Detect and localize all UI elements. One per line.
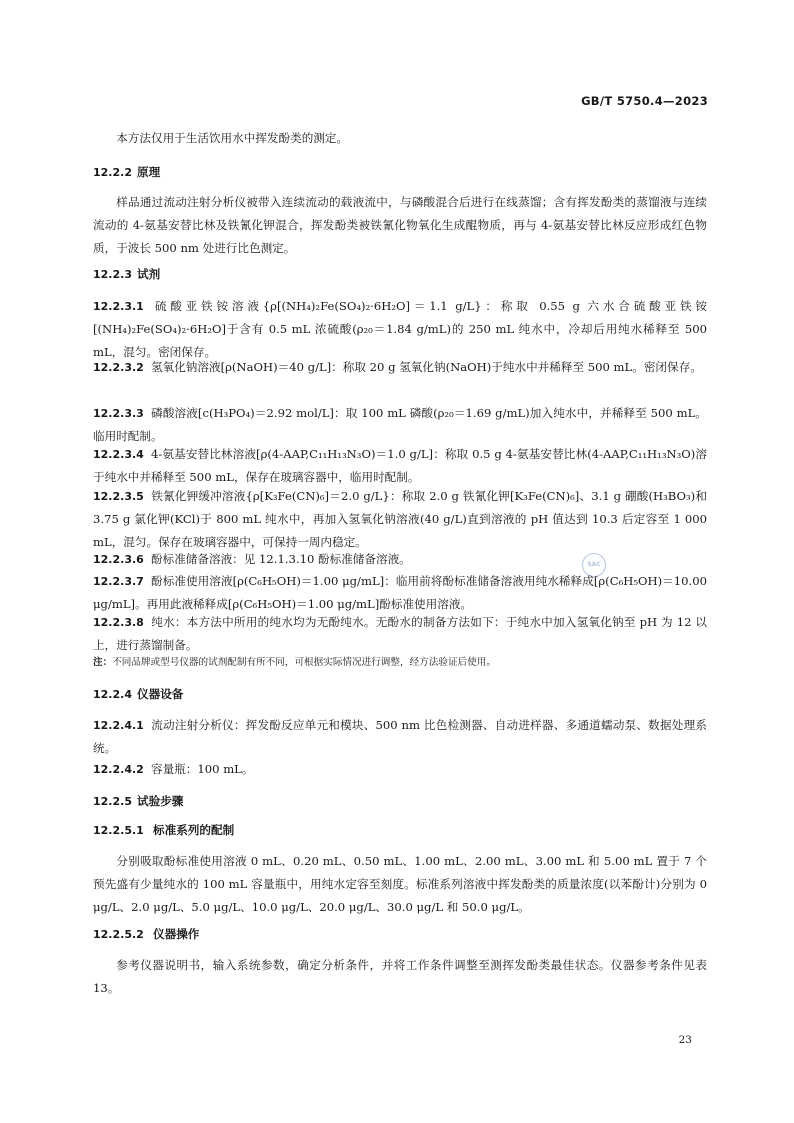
clause-number: 12.2.3.5	[93, 490, 144, 503]
section-number: 12.2.5	[93, 795, 132, 808]
watermark-stamp-icon: SAC	[582, 553, 606, 577]
reagent-item	[93, 570, 707, 616]
clause-number: 12.2.3.4	[93, 448, 144, 461]
reagent-item	[93, 356, 707, 379]
clause-number: 12.2.3.1	[93, 300, 144, 313]
section-title: 仪器设备	[137, 687, 184, 701]
clause-text: 纯水：本方法中所用的纯水均为无酚纯水。无酚水的制备方法如下：于纯水中加入氢氧化钠至 pH 为 12 以上，进行蒸馏制备。	[93, 615, 707, 652]
reagent-item	[93, 295, 707, 364]
note-text: 不同品牌或型号仪器的试剂配制有所不同，可根据实际情况进行调整，经方法验证后使用。	[112, 657, 496, 668]
clause-number: 12.2.3.6	[93, 553, 144, 566]
clause-number: 12.2.3.3	[93, 407, 144, 420]
clause-number: 12.2.3.2	[93, 361, 144, 374]
clause-text: 流动注射分析仪：挥发酚反应单元和模块、500 nm 比色检测器、自动进样器、多通道蠕动泵、数据处理系统。	[93, 718, 707, 755]
reagent-item	[93, 548, 707, 571]
clause-number: 12.2.3.8	[93, 616, 144, 629]
page-number: 23	[678, 1034, 692, 1046]
note-label: 注：	[93, 657, 113, 668]
section-title: 试剂	[137, 267, 161, 281]
instrument-item	[93, 758, 707, 781]
section-heading-reagents	[93, 264, 160, 285]
subsection-heading-standard-series	[93, 820, 234, 841]
reagent-item	[93, 611, 707, 657]
section-title: 原理	[137, 165, 161, 179]
reagent-item	[93, 443, 707, 489]
reagent-item	[93, 485, 707, 554]
subsection-number: 12.2.5.2	[93, 928, 144, 941]
section-heading-procedure	[93, 791, 183, 812]
instrument-item	[93, 714, 707, 760]
clause-text: 硫酸亚铁铵溶液{ρ[(NH₄)₂Fe(SO₄)₂·6H₂O]＝1.1 g/L}：称取 0.55 g 六水合硫酸亚铁铵[(NH₄)₂Fe(SO₄)₂·6H₂O]于含有 0.5 mL 浓硫酸(ρ₂₀＝1.84 g/mL)的 250 mL 纯水中，冷却后用纯水稀释至 500 mL，混匀。密闭保存。	[93, 299, 707, 359]
standard-code-header: GB/T 5750.4—2023	[581, 94, 708, 108]
clause-text: 4-氨基安替比林溶液[ρ(4-AAP,C₁₁H₁₃N₃O)＝1.0 g/L]：称取 0.5 g 4-氨基安替比林(4-AAP,C₁₁H₁₃N₃O)溶于纯水中并稀释至 500 mL，保存在玻璃容器中，临用时配制。	[93, 447, 707, 484]
clause-text: 酚标准储备溶液：见 12.1.3.10 酚标准储备溶液。	[151, 552, 411, 566]
reagent-note	[93, 653, 707, 673]
section-heading-instruments	[93, 684, 183, 705]
section-number: 12.2.2	[93, 166, 132, 179]
standard-series-paragraph: 分别吸取酚标准使用溶液 0 mL、0.20 mL、0.50 mL、1.00 mL、2.00 mL、3.00 mL 和 5.00 mL 置于 7 个预先盛有少量纯水的 100 mL 容量瓶中，用纯水定容至刻度。标准系列溶液中挥发酚类的质量浓度(以苯酚计)分别为 0 μg/L、2.0 μg/L、5.0 μg/L、10.0 μg/L、20.0 μg/L、30.0 μg/L 和 50.0 μg/L。	[93, 854, 707, 914]
subsection-number: 12.2.5.1	[93, 824, 144, 837]
section-title: 试验步骤	[137, 794, 184, 808]
clause-number: 12.2.3.7	[93, 575, 144, 588]
clause-text: 酚标准使用溶液[ρ(C₆H₅OH)＝1.00 μg/mL]：临用前将酚标准储备溶液用纯水稀释成[ρ(C₆H₅OH)＝10.00 μg/mL]。再用此液稀释成[ρ(C₆H₅OH)＝1.00 μg/mL]酚标准使用溶液。	[93, 574, 707, 611]
principle-paragraph: 样品通过流动注射分析仪被带入连续流动的载液流中，与磷酸混合后进行在线蒸馏；含有挥发酚类的蒸馏液与连续流动的 4-氨基安替比林及铁氰化钾混合，挥发酚类被铁氰化物氧化生成醌物质，再与 4-氨基安替比林反应形成红色物质，于波长 500 nm 处进行比色测定。	[93, 195, 707, 255]
section-number: 12.2.3	[93, 268, 132, 281]
section-heading-principle	[93, 162, 160, 183]
subsection-title: 标准系列的配制	[153, 823, 235, 837]
clause-number: 12.2.4.2	[93, 763, 144, 776]
subsection-title: 仪器操作	[153, 927, 200, 941]
instrument-operation-paragraph: 参考仪器说明书，输入系统参数，确定分析条件，并将工作条件调整至测挥发酚类最佳状态。仪器参考条件见表 13。	[93, 958, 707, 995]
subsection-heading-instrument-operation	[93, 924, 199, 945]
clause-text: 容量瓶：100 mL。	[151, 762, 254, 776]
clause-text: 磷酸溶液[c(H₃PO₄)＝2.92 mol/L]：取 100 mL 磷酸(ρ₂₀＝1.69 g/mL)加入纯水中，并稀释至 500 mL。临用时配制。	[93, 406, 707, 443]
clause-number: 12.2.4.1	[93, 719, 144, 732]
intro-paragraph: 本方法仅用于生活饮用水中挥发酚类的测定。	[116, 131, 349, 145]
section-number: 12.2.4	[93, 688, 132, 701]
clause-text: 铁氰化钾缓冲溶液{ρ[K₃Fe(CN)₆]＝2.0 g/L}：称取 2.0 g 铁氰化钾[K₃Fe(CN)₆]、3.1 g 硼酸(H₃BO₃)和 3.75 g 氯化钾(KCl)于 800 mL 纯水中，再加入氢氧化钠溶液(40 g/L)直到溶液的 pH 值达到 10.3 后定容至 1 000 mL，混匀。保存在玻璃容器中，可保持一周内稳定。	[93, 489, 707, 549]
reagent-item	[93, 402, 707, 448]
clause-text: 氢氧化钠溶液[ρ(NaOH)＝40 g/L]：称取 20 g 氢氧化钠(NaOH)于纯水中并稀释至 500 mL。密闭保存。	[151, 360, 702, 374]
